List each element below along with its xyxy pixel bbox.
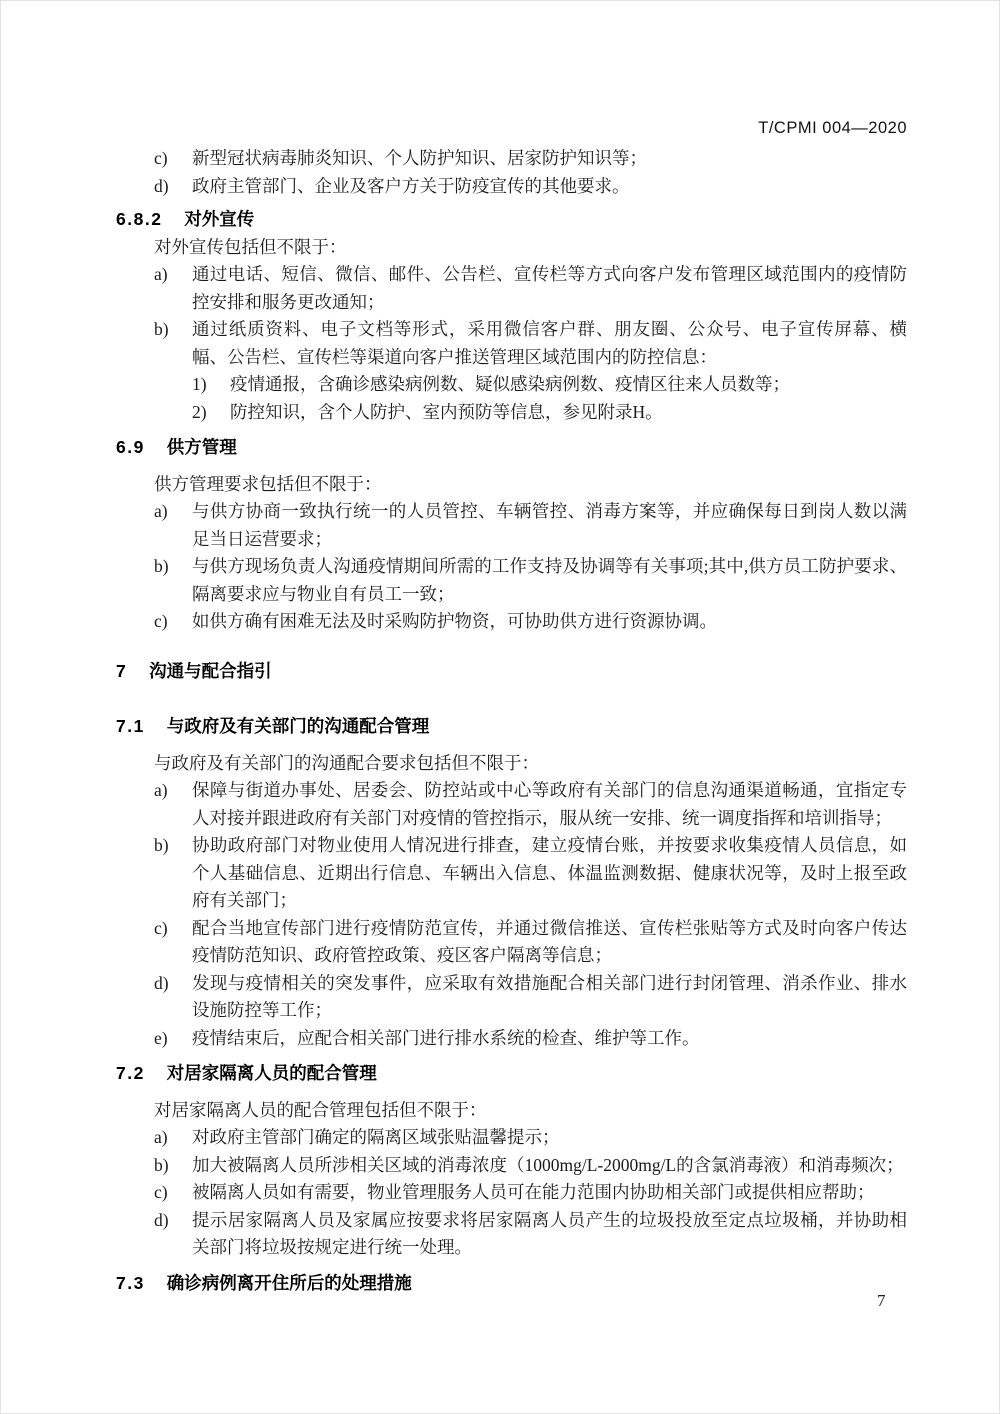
section-list: [154, 498, 907, 636]
sublist-item: [192, 371, 907, 399]
list-item-text: 通过纸质资料、电子文档等形式，采用微信客户群、朋友圈、公众号、电子宣传屏幕、横幅、公告栏、宣传栏等渠道向客户推送管理区域范围内的防控信息：: [192, 319, 907, 367]
list-item-label: b): [154, 319, 169, 339]
section-list: [154, 777, 907, 1052]
list-item-text: 通过电话、短信、微信、邮件、公告栏、宣传栏等方式向客户发布管理区域范围内的疫情防控安排和服务更改通知；: [192, 264, 907, 312]
section-title: 供方管理: [166, 437, 237, 457]
list-item-text: 被隔离人员如有需要，物业管理服务人员可在能力范围内协助相关部门或提供相应帮助；: [192, 1182, 875, 1202]
list-item-text: 新型冠状病毒肺炎知识、个人防护知识、居家防护知识等；: [192, 148, 647, 168]
list-item: [154, 498, 907, 553]
list-item-text: 配合当地宣传部门进行疫情防范宣传，并通过微信推送、宣传栏张贴等方式及时向客户传达疫情防范知识、政府管控政策、疫区客户隔离等信息；: [192, 917, 907, 965]
list-item: [154, 316, 907, 371]
list-item-label: a): [154, 501, 168, 521]
section-heading-6-8-2: [116, 206, 907, 234]
list-item: [154, 970, 907, 1025]
section-title: 对外宣传: [184, 209, 255, 229]
section-title: 对居家隔离人员的配合管理: [166, 1063, 377, 1083]
section-lead: 与政府及有关部门的沟通配合要求包括但不限于：: [154, 752, 539, 773]
section-list: [154, 261, 907, 371]
section-number: 6.8.2: [116, 209, 163, 229]
list-item-label: b): [154, 835, 169, 855]
list-item: [154, 1152, 907, 1180]
list-item-text: 提示居家隔离人员及家属应按要求将居家隔离人员产生的垃圾投放至定点垃圾桶，并协助相关部门将垃圾按规定进行统一处理。: [192, 1209, 907, 1257]
list-item-label: c): [154, 148, 168, 168]
section-title: 与政府及有关部门的沟通配合管理: [166, 716, 430, 736]
list-item-label: b): [154, 1154, 169, 1175]
section-number: 7.3: [116, 1272, 145, 1293]
list-item-label: a): [154, 264, 168, 284]
list-item-label: e): [154, 1027, 168, 1048]
section-lead: 供方管理要求包括但不限于：: [154, 473, 382, 494]
list-item-label: a): [154, 1127, 168, 1147]
chapter-title: 沟通与配合指引: [149, 660, 272, 681]
list-item: [154, 608, 907, 636]
doc-number: T/CPMI 004—2020: [758, 119, 907, 137]
list-item: [154, 261, 907, 316]
list-item: [154, 1124, 907, 1152]
list-item-text: 保障与街道办事处、居委会、防控站或中心等政府有关部门的信息沟通渠道畅通，宜指定专人对接并跟进政府有关部门对疫情的管控指示，服从统一安排、统一调度指挥和培训指导；: [192, 780, 907, 828]
section-heading-6-9: [116, 434, 907, 462]
list-item-label: b): [154, 556, 169, 576]
list-item-label: d): [154, 1209, 169, 1230]
section-number: 7.1: [116, 716, 145, 736]
list-item-text: 疫情结束后，应配合相关部门进行排水系统的检查、维护等工作。: [192, 1027, 700, 1048]
sublist-item-label: 2): [192, 401, 207, 422]
list-item: [154, 173, 907, 201]
list-item: [154, 145, 907, 173]
list-item-label: c): [154, 917, 168, 938]
chapter-number: 7: [116, 660, 128, 681]
section-heading-7-2: [116, 1060, 907, 1088]
list-item: [154, 832, 907, 915]
list-item-text: 政府主管部门、企业及客户方关于防疫宣传的其他要求。: [192, 175, 630, 196]
list-item: [154, 1207, 907, 1262]
list-item-label: c): [154, 1182, 168, 1202]
list-item: [154, 777, 907, 832]
list-item: [154, 553, 907, 608]
section-list: [154, 1124, 907, 1262]
list-item-label: d): [154, 972, 169, 993]
list-item-label: a): [154, 780, 168, 800]
section-heading-7-3: [116, 1270, 907, 1298]
sublist-item-text: 疫情通报，含确诊感染病例数、疑似感染病例数、疫情区往来人员数等；: [230, 374, 790, 394]
list-item: [154, 1025, 907, 1053]
sublist-item: [192, 399, 907, 427]
section-lead: 对外宣传包括但不限于：: [154, 236, 347, 257]
section-title: 确诊病例离开住所后的处理措施: [166, 1272, 412, 1293]
list-item-text: 发现与疫情相关的突发事件，应采取有效措施配合相关部门进行封闭管理、消杀作业、排水设施防控等工作；: [192, 972, 907, 1020]
list-item-text: 协助政府部门对物业使用人情况进行排查，建立疫情台账，并按要求收集疫情人员信息，如个人基础信息、近期出行信息、车辆出入信息、体温监测数据、健康状况等，及时上报至政府有关部门；: [192, 835, 907, 910]
list-item-label: d): [154, 175, 169, 196]
list-item-text: 与供方协商一致执行统一的人员管控、车辆管控、消毒方案等，并应确保每日到岗人数以满足当日运营要求；: [192, 501, 907, 549]
section-number: 7.2: [116, 1063, 145, 1083]
section-number: 6.9: [116, 437, 145, 457]
page-number: 7: [877, 1291, 886, 1310]
list-item-text: 如供方确有困难无法及时采购防护物资，可协助供方进行资源协调。: [192, 611, 717, 631]
list-item-text: 对政府主管部门确定的隔离区域张贴温馨提示；: [192, 1127, 560, 1147]
list-item-text: 加大被隔离人员所涉相关区域的消毒浓度（1000mg/L-2000mg/L的含氯消毒液）和消毒频次；: [192, 1154, 904, 1175]
sublist-item-text: 防控知识，含个人防护、室内预防等信息，参见附录H。: [230, 401, 663, 422]
section-sublist: [192, 371, 907, 426]
intro-list: [154, 145, 907, 200]
sublist-item-label: 1): [192, 374, 207, 394]
chapter-heading-7: [116, 658, 907, 686]
section-lead: 对居家隔离人员的配合管理包括但不限于：: [154, 1099, 487, 1120]
section-heading-7-1: [116, 713, 907, 741]
list-item: [154, 915, 907, 970]
list-item-text: 与供方现场负责人沟通疫情期间所需的工作支持及协调等有关事项;其中,供方员工防护要求、隔离要求应与物业自有员工一致；: [192, 556, 907, 604]
list-item: [154, 1179, 907, 1207]
list-item-label: c): [154, 611, 168, 631]
